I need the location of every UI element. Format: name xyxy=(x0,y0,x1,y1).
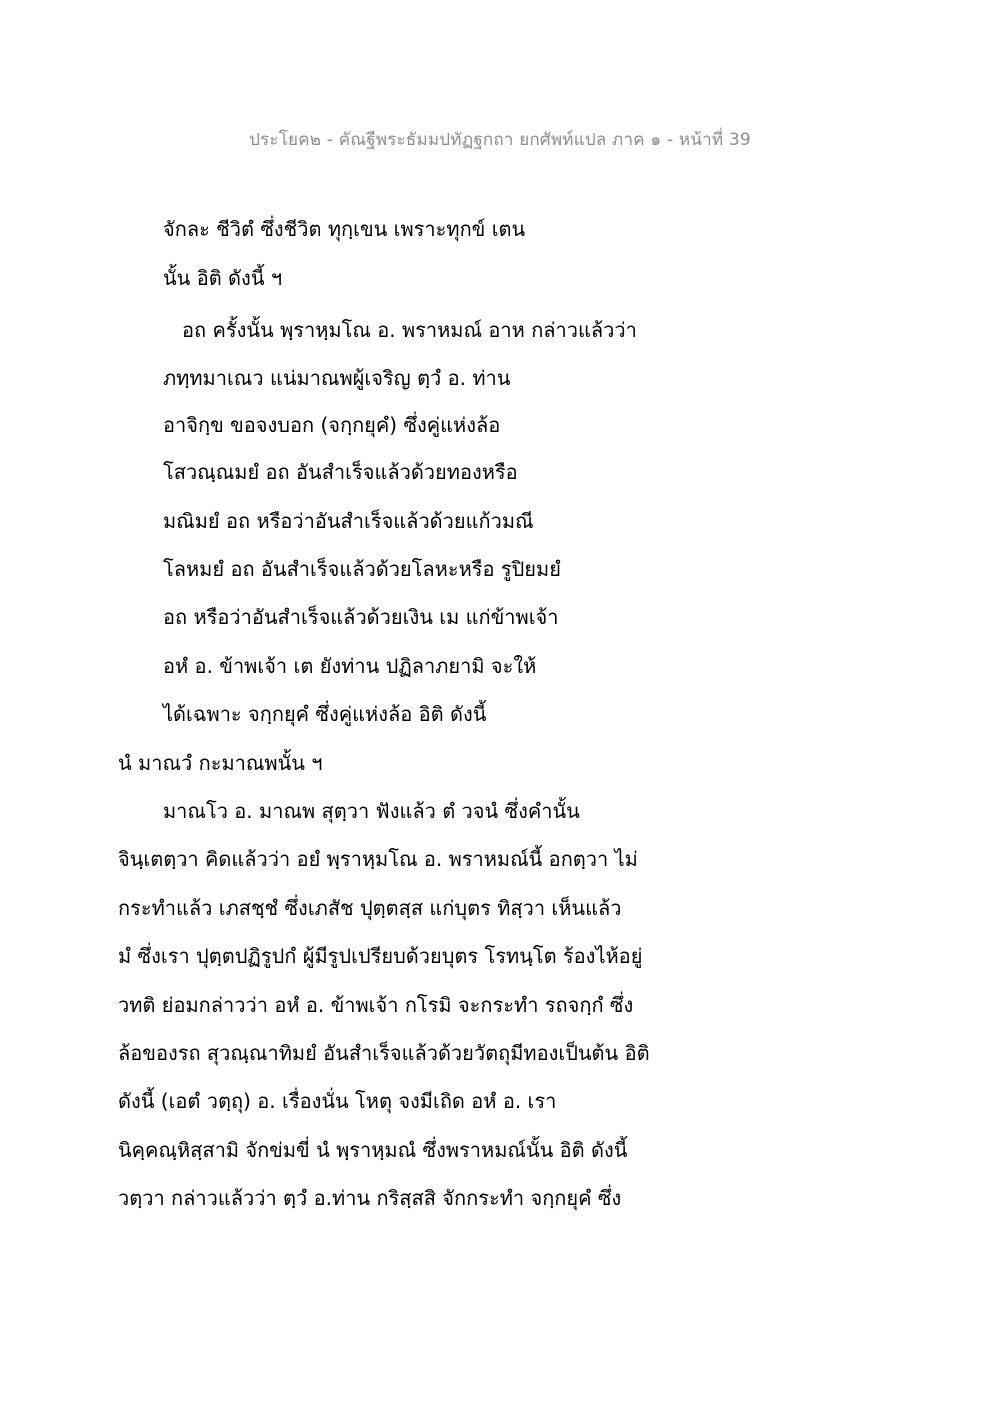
text-line: มาณโว อ. มาณพ สุตฺวา ฟังแล้ว ตํ วจนํ ซึ่งคำนั้น xyxy=(163,799,580,823)
text-line: กระทำแล้ว เภสชฺชํ ซึ่งเภสัช ปุตฺตสฺส แก่บุตร ทิสฺวา เห็นแล้ว xyxy=(118,896,622,920)
text-line: โสวณฺณมยํ อถ อันสำเร็จแล้วด้วยทองหรือ xyxy=(163,460,518,484)
text-line: ดังนี้ (เอตํ วตฺถุ) อ. เรื่องนั่น โหตุ จงมีเถิด อหํ อ. เรา xyxy=(118,1089,557,1113)
running-header: ประโยค๒ - คัณฐีพระธัมมปทัฏฐกถา ยกศัพท์แปล ภาค ๑ - หน้าที่ 39 xyxy=(249,130,751,150)
text-line: อหํ อ. ข้าพเจ้า เต ยังท่าน ปฏิลาภยามิ จะให้ xyxy=(163,654,537,678)
text-line: วตฺวา กล่าวแล้วว่า ตฺวํ อ.ท่าน กริสฺสสิ จักกระทำ จกฺกยุคํ ซึ่ง xyxy=(118,1186,622,1210)
text-line: มณิมยํ อถ หรือว่าอันสำเร็จแล้วด้วยแก้วมณี xyxy=(163,509,534,533)
text-line: นิคฺคณฺหิสฺสามิ จักข่มขี่ นํ พฺราหฺมณํ ซึ่งพราหมณ์นั้น อิติ ดังนี้ xyxy=(118,1138,628,1162)
text-line: มํ ซึ่งเรา ปุตฺตปฏิรูปกํ ผู้มีรูปเปรียบด้วยบุตร โรทนฺโต ร้องไห้อยู่ xyxy=(118,944,643,968)
text-line: นํ มาณวํ กะมาณพนั้น ฯ xyxy=(118,751,323,775)
text-line: อถ ครั้งนั้น พฺราหฺมโณ อ. พราหมณ์ อาห กล่าวแล้วว่า xyxy=(182,318,637,342)
text-line: วทติ ย่อมกล่าวว่า อหํ อ. ข้าพเจ้า กโรมิ จะกระทำ รถจกฺกํ ซึ่ง xyxy=(118,993,634,1017)
text-line: โลหมยํ อถ อันสำเร็จแล้วด้วยโลหะหรือ รูปิยมยํ xyxy=(163,557,561,581)
text-line: ล้อของรถ สุวณฺณาทิมยํ อันสำเร็จแล้วด้วยวัตถุมีทองเป็นต้น อิติ xyxy=(118,1041,650,1065)
text-line: จินฺเตตฺวา คิดแล้วว่า อยํ พฺราหฺมโณ อ. พราหมณ์นี้ อกตฺวา ไม่ xyxy=(118,847,638,871)
text-line: อาจิกฺข ขอจงบอก (จกฺกยุคํ) ซึ่งคู่แห่งล้อ xyxy=(163,413,501,437)
text-line: นั้น อิติ ดังนี้ ฯ xyxy=(163,266,283,290)
text-line: อถ หรือว่าอันสำเร็จแล้วด้วยเงิน เม แก่ข้าพเจ้า xyxy=(163,605,559,629)
text-line: จักละ ชีวิตํ ซึ่งชีวิต ทุกฺเขน เพราะทุกข์ เตน xyxy=(163,217,526,241)
text-line: ได้เฉพาะ จกฺกยุคํ ซึ่งคู่แห่งล้อ อิติ ดังนี้ xyxy=(163,702,487,726)
text-line: ภทฺทมาเณว แน่มาณพผู้เจริญ ตฺวํ อ. ท่าน xyxy=(163,366,511,390)
